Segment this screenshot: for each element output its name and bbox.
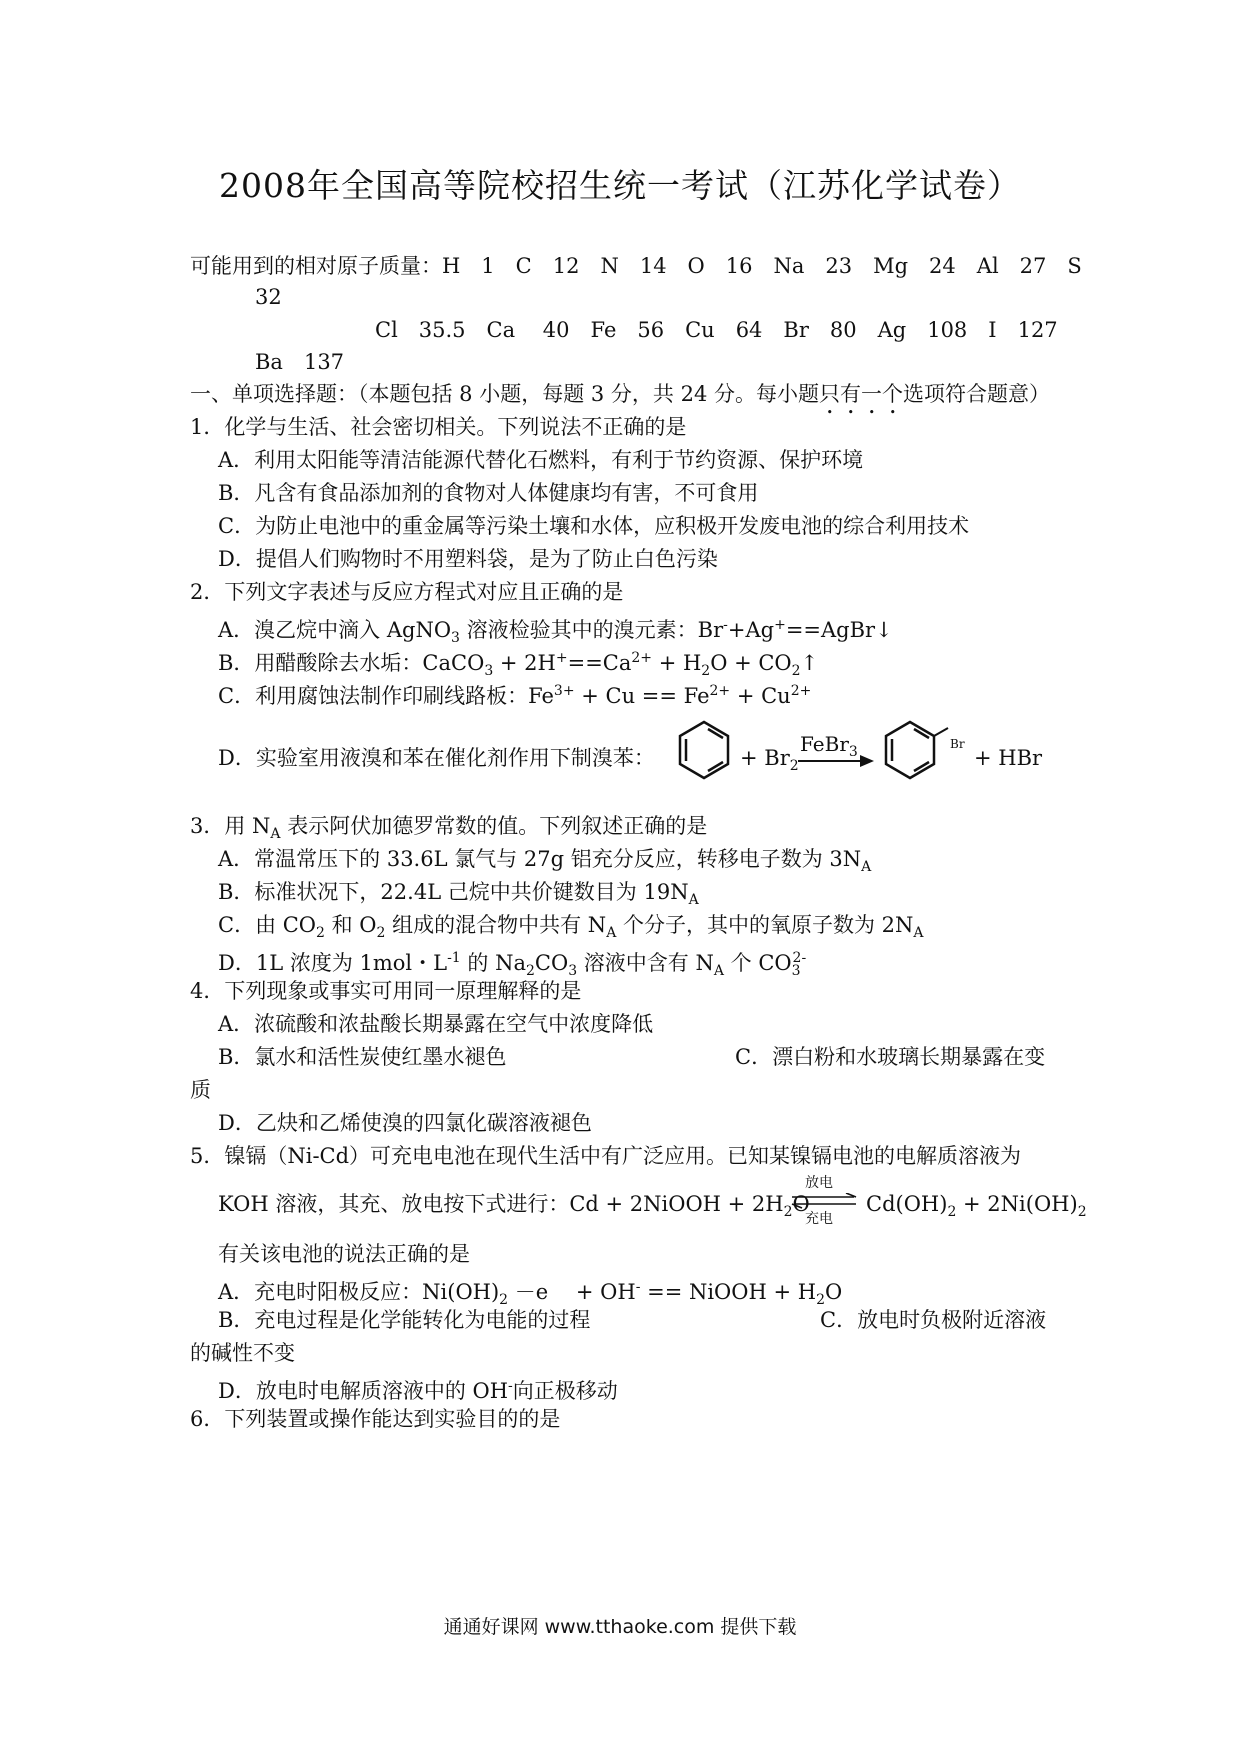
hbr-product: + HBr [974,746,1043,770]
q6-stem: 6．下列装置或操作能达到实验目的的是 [190,1407,561,1431]
q2-option-d: D．实验室用液溴和苯在催化剂作用下制溴苯： [218,746,655,770]
atomic-mass-line-4: Ba 137 [255,350,345,374]
q1-stem: 1．化学与生活、社会密切相关。下列说法不正确的是 [190,415,687,439]
atomic-mass-line-1: 可能用到的相对原子质量：H 1 C 12 N 14 O 16 Na 23 Mg 24 Al 27 S [190,254,1082,278]
q5-option-b: B．充电过程是化学能转化为电能的过程 [218,1308,591,1332]
q1-option-b: B．凡含有食品添加剂的食物对人体健康均有害，不可食用 [218,481,759,505]
q3-option-b: B．标准状况下，22.4L 己烷中共价键数目为 $19N_A$ [218,880,699,908]
reaction-arrow-icon [798,754,874,768]
q4-stem: 4．下列现象或事实可用同一原理解释的是 [190,979,582,1003]
q1-option-d: D．提倡人们购物时不用塑料袋，是为了防止白色污染 [218,547,718,571]
q5-option-d: D．放电时电解质溶液中的 OH-向正极移动 [218,1378,618,1403]
q2-option-b: B．用醋酸除去水垢：CaCO$_3$ + $2H^+==Ca^{2+} + H_2O$ + $CO_2↑$ [218,650,819,679]
page-title: 2008年全国高等院校招生统一考试（江苏化学试卷） [219,166,1021,205]
q2-d-bromine: + $Br_2$ [740,746,799,774]
q2-option-a: A．溴乙烷中滴入 AgNO$_3$ 溶液检验其中的溴元素：Br-+Ag+==AgBr↓ [218,617,893,646]
q1-option-a: A．利用太阳能等清洁能源代替化石燃料，有利于节约资源、保护环境 [218,448,864,472]
q5-option-c: C．放电时负极附近溶液 [820,1308,1047,1332]
benzene-structure-icon [676,718,732,782]
reversible-arrow-icon [790,1193,858,1209]
q3-stem: 3．用 $N_A$ 表示阿伏加德罗常数的值。下列叙述正确的是 [190,814,708,842]
q3-option-d: D．1L 浓度为 1mol・$L^{-1}$ 的 $Na_2CO_3$ 溶液中含有 $N_A$ 个 $CO_3^{2-}$ [218,950,807,979]
catalyst-label: FeBr$_3$ [800,732,858,760]
q5-ask: 有关该电池的说法正确的是 [218,1242,470,1266]
q5-equation-right: $Cd(OH)_2 + 2Ni(OH)_2$ [866,1192,1087,1220]
emphasis-text: 只有一个 [819,382,903,406]
q4-option-b: B．氯水和活性炭使红墨水褪色 [218,1045,507,1069]
q5-stem: 5．镍镉（Ni-Cd）可充电电池在现代生活中有广泛应用。已知某镍镉电池的电解质溶液为 [190,1144,1022,1168]
atomic-mass-line-3: Cl 35.5 Ca 40 Fe 56 Cu 64 Br 80 Ag 108 I 127 [375,318,1058,342]
charge-label: 充电 [805,1211,833,1227]
q4-option-d: D．乙炔和乙烯使溴的四氯化碳溶液褪色 [218,1111,592,1135]
atomic-mass-line-2: 32 [255,285,282,309]
q2-option-c: C．利用腐蚀法制作印刷线路板：$Fe^{3+} + Cu == Fe^{2+} + Cu^{2+}$ [218,683,812,708]
discharge-label: 放电 [805,1175,833,1191]
q5-option-c-cont: 的碱性不变 [190,1341,295,1365]
q1-option-c: C．为防止电池中的重金属等污染土壤和水体，应积极开发废电池的综合利用技术 [218,514,970,538]
q4-option-a: A．浓硫酸和浓盐酸长期暴露在空气中浓度降低 [218,1012,654,1036]
page-footer: 通通好课网 www.tthaoke.com 提供下载 [443,1616,797,1638]
q2-stem: 2．下列文字表述与反应方程式对应且正确的是 [190,580,624,604]
q3-option-c: C．由 $CO_2$ 和 $O_2$ 组成的混合物中共有 $N_A$ 个分子，其中的氧原子数为 $2N_A$ [218,913,924,941]
section-heading: 一、单项选择题：（本题包括 8 小题，每题 3 分，共 24 分。每小题只有一个选项符合题意） [190,382,1050,406]
q5-option-a: A．充电时阳极反应：$Ni(OH)_2 -e$ + OH- == NiOOH + $H_2O$ [218,1279,843,1308]
q4-option-c-cont: 质 [190,1078,211,1102]
bromo-label: Br [950,737,965,751]
q3-option-a: A．常温常压下的 33.6L 氯气与 27g 铝充分反应，转移电子数为 $3N_A$ [218,847,872,875]
q4-option-c: C．漂白粉和水玻璃长期暴露在变 [735,1045,1046,1069]
q5-equation-left: KOH 溶液，其充、放电按下式进行：Cd + 2NiOOH + $2H_2O$ [218,1192,810,1220]
